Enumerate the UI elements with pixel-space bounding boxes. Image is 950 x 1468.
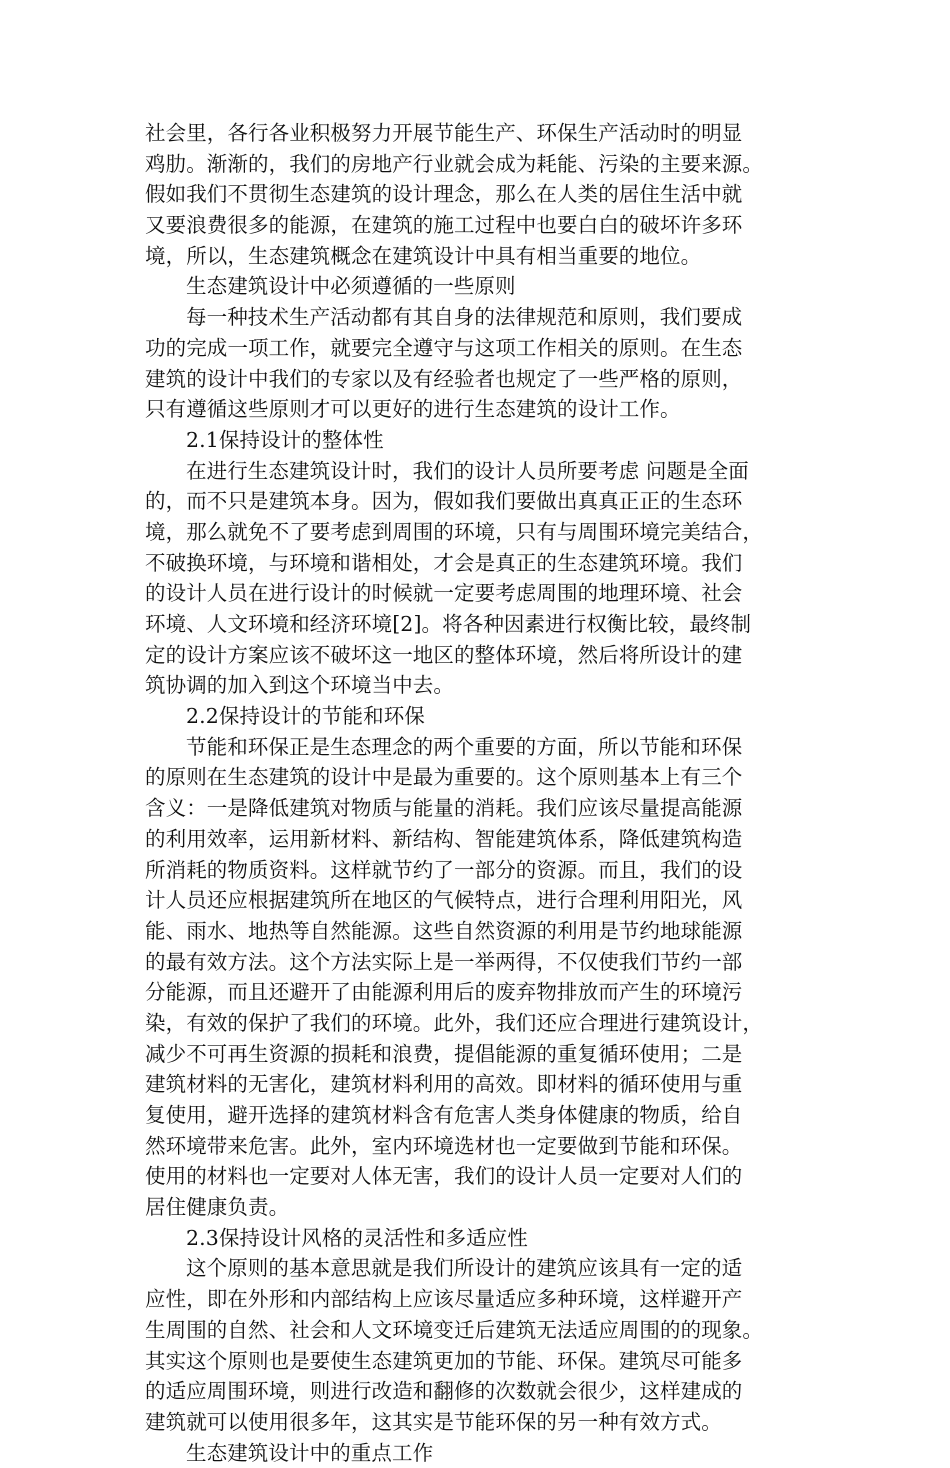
paragraph-first-line: 这个原则的基本意思就是我们所设计的建筑应该具有一定的适 bbox=[186, 1256, 743, 1281]
paragraph-first-line: 生态建筑设计中必须遵循的一些原则 bbox=[186, 274, 516, 299]
text-line: 生周围的自然、社会和人文环境变迁后建筑无法适应周围的的现象。 bbox=[145, 1317, 763, 1342]
text-line: 境，所以，生态建筑概念在建筑设计中具有相当重要的地位。 bbox=[145, 243, 702, 268]
text-line: 所消耗的物质资料。这样就节约了一部分的资源。而且，我们的设 bbox=[145, 857, 743, 882]
paragraph-first-line: 节能和环保正是生态理念的两个重要的方面，所以节能和环保 bbox=[186, 734, 743, 759]
text-line: 功的完成一项工作，就要完全遵守与这项工作相关的原则。在生态 bbox=[145, 335, 743, 360]
text-line: 定的设计方案应该不破坏这一地区的整体环境，然后将所设计的建 bbox=[145, 642, 743, 667]
text-line: 复使用，避开选择的建筑材料含有危害人类身体健康的物质，给自 bbox=[145, 1103, 743, 1127]
paragraph-first-line: 2.2保持设计的节能和环保 bbox=[186, 704, 425, 729]
text-line: 建筑就可以使用很多年，这其实是节能环保的另一种有效方式。 bbox=[145, 1409, 722, 1434]
text-line: 含义：一是降低建筑对物质与能量的消耗。我们应该尽量提高能源 bbox=[145, 796, 743, 821]
text-line: 应性，即在外形和内部结构上应该尽量适应多种环境，这样避开产 bbox=[145, 1287, 743, 1312]
text-line: 的原则在生态建筑的设计中是最为重要的。这个原则基本上有三个 bbox=[145, 765, 743, 790]
text-line: 环境、人文环境和经济环境[2]。将各种因素进行权衡比较，最终制 bbox=[145, 612, 752, 636]
text-line: 社会里，各行各业积极努力开展节能生产、环保生产活动时的明显 bbox=[145, 121, 743, 145]
text-line: 计人员还应根据建筑所在地区的气候特点，进行合理利用阳光，风 bbox=[145, 888, 743, 913]
text-line: 的利用效率，运用新材料、新结构、智能建筑体系，降低建筑构造 bbox=[145, 826, 743, 851]
text-line: 不破换环境，与环境和谐相处，才会是真正的生态建筑环境。我们 bbox=[145, 550, 743, 575]
text-line: 假如我们不贯彻生态建筑的设计理念，那么在人类的居住生活中就 bbox=[145, 182, 743, 207]
text-line: 使用的材料也一定要对人体无害，我们的设计人员一定要对人们的 bbox=[145, 1164, 743, 1189]
paragraph-first-line: 2.1保持设计的整体性 bbox=[186, 427, 384, 452]
text-line: 能、雨水、地热等自然能源。这些自然资源的利用是节约地球能源 bbox=[145, 918, 743, 943]
paragraph-first-line: 生态建筑设计中的重点工作 bbox=[186, 1440, 434, 1465]
text-line: 分能源，而且还避开了由能源利用后的废弃物排放而产生的环境污 bbox=[145, 980, 743, 1005]
text-line: 染，有效的保护了我们的环境。此外，我们还应合理进行建筑设计， bbox=[145, 1010, 763, 1035]
text-line: 又要浪费很多的能源，在建筑的施工过程中也要白白的破坏许多环 bbox=[145, 213, 743, 238]
text-line: 的设计人员在进行设计的时候就一定要考虑周围的地理环境、社会 bbox=[145, 581, 743, 606]
paragraph-first-line: 2.3保持设计风格的灵活性和多适应性 bbox=[186, 1225, 528, 1250]
text-line: 居住健康负责。 bbox=[145, 1195, 290, 1220]
text-line: 的适应周围环境，则进行改造和翻修的次数就会很少，这样建成的 bbox=[145, 1379, 743, 1404]
text-line: 其实这个原则也是要使生态建筑更加的节能、环保。建筑尽可能多 bbox=[145, 1348, 743, 1373]
text-line: 筑协调的加入到这个环境当中去。 bbox=[145, 673, 454, 698]
paragraph-first-line: 每一种技术生产活动都有其自身的法律规范和原则，我们要成 bbox=[186, 305, 743, 330]
text-line: 的最有效方法。这个方法实际上是一举两得，不仅使我们节约一部 bbox=[145, 949, 743, 974]
document-body bbox=[145, 118, 810, 1468]
text-line: 建筑材料的无害化，建筑材料利用的高效。即材料的循环使用与重 bbox=[145, 1072, 743, 1097]
text-line: 然环境带来危害。此外，室内环境选材也一定要做到节能和环保。 bbox=[145, 1133, 743, 1158]
text-line: 减少不可再生资源的损耗和浪费，提倡能源的重复循环使用；二是 bbox=[145, 1041, 743, 1066]
text-line: 建筑的设计中我们的专家以及有经验者也规定了一些严格的原则， bbox=[145, 366, 743, 391]
text-line: 境，那么就免不了要考虑到周围的环境，只有与周围环境完美结合， bbox=[145, 519, 763, 544]
text-line: 只有遵循这些原则才可以更好的进行生态建筑的设计工作。 bbox=[145, 397, 681, 422]
paragraph-first-line: 在进行生态建筑设计时，我们的设计人员所要考虑 问题是全面 bbox=[186, 458, 749, 483]
text-line: 的，而不只是建筑本身。因为，假如我们要做出真真正正的生态环 bbox=[145, 489, 743, 514]
text-line: 鸡肋。渐渐的，我们的房地产行业就会成为耗能、污染的主要来源。 bbox=[145, 151, 763, 176]
